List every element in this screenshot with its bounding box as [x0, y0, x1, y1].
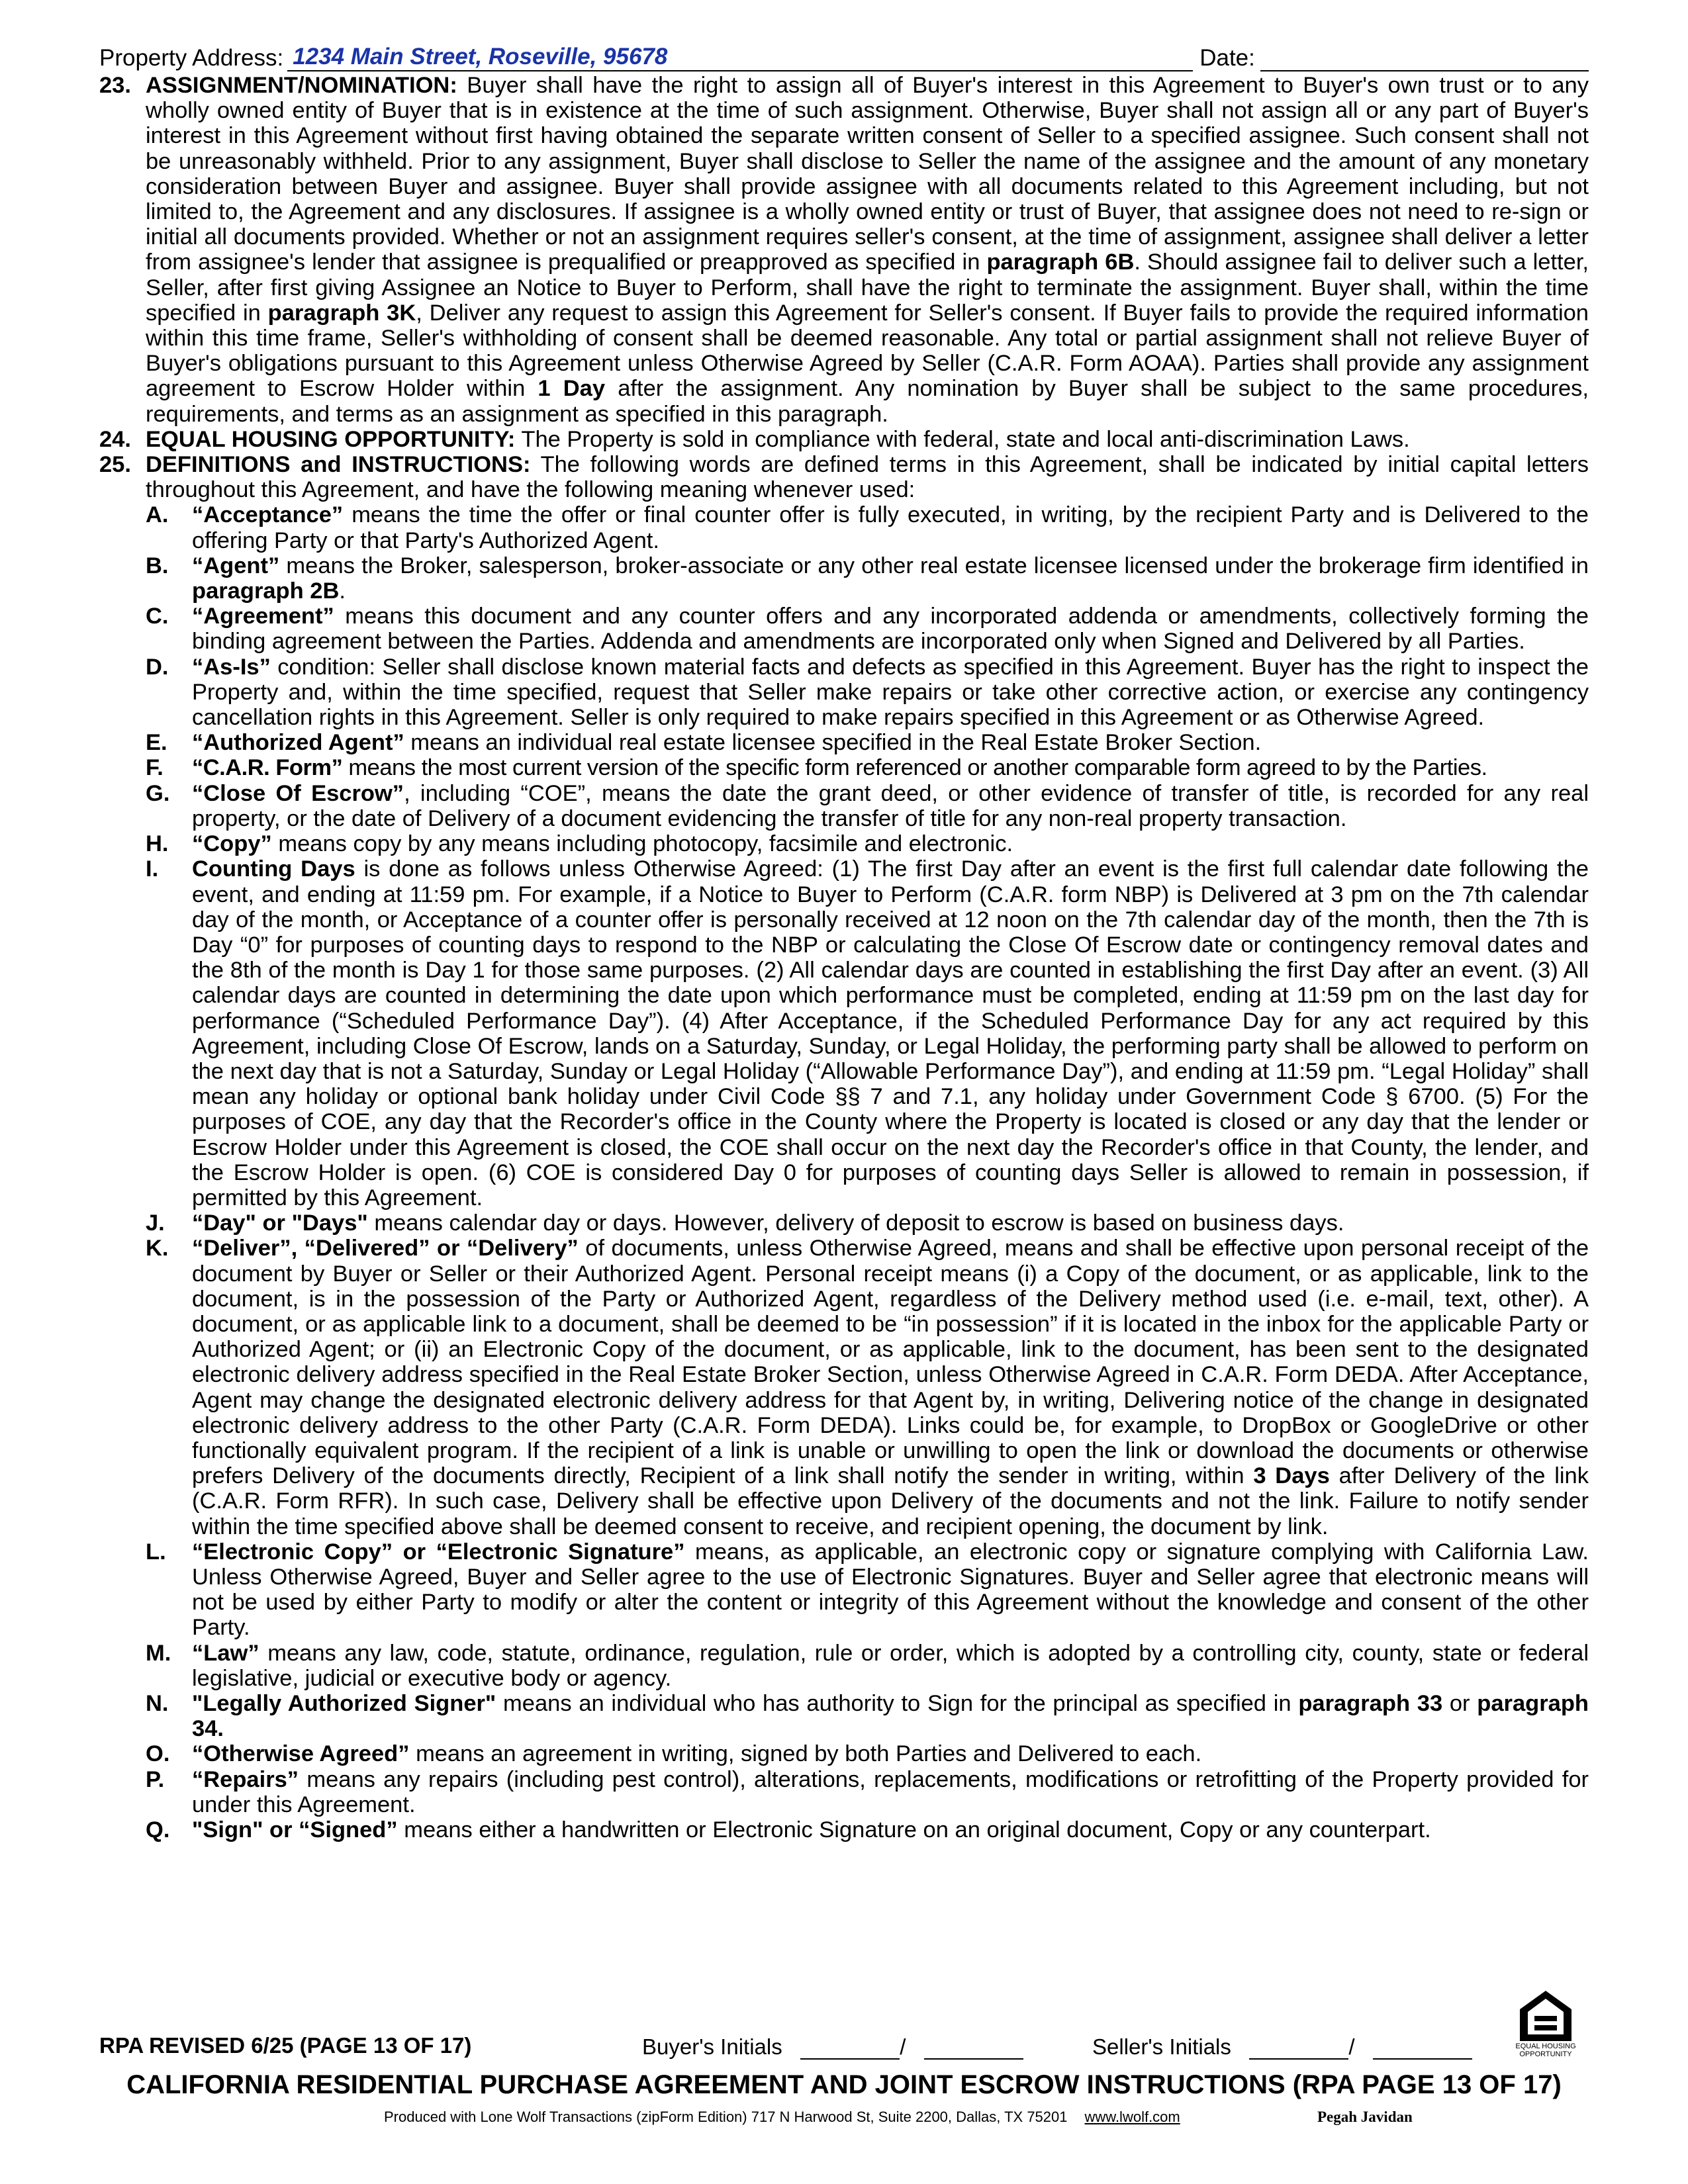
definition-letter: P. [146, 1766, 165, 1792]
agent-brand: Pegah Javidan [1317, 2109, 1413, 2125]
definition-term: “Copy” [192, 831, 272, 857]
definition-text [192, 502, 1589, 553]
definition-acceptance [99, 502, 1589, 553]
definition-body: means either a handwritten or Electronic Signature on an original document, Copy or any counterpart. [397, 1817, 1431, 1843]
definition-electronic-copy [99, 1539, 1589, 1641]
definition-text [192, 1817, 1589, 1843]
definition-letter: Q. [146, 1817, 170, 1843]
definition-deliver [99, 1236, 1589, 1539]
definition-term: “Otherwise Agreed” [192, 1741, 410, 1767]
definition-body: or [1442, 1691, 1477, 1716]
definition-letter: G. [146, 780, 170, 806]
section-text-part: after the assignment. Any nomination by Buyer shall be subject to the same procedures, requirements, and terms as an assignment as specified in this paragraph. [146, 376, 1589, 427]
section-number: 24. [99, 426, 131, 452]
revision-label: RPA REVISED 6/25 (PAGE 13 OF 17) [99, 2033, 472, 2058]
definition-agreement [99, 604, 1589, 654]
initials-separator: / [1348, 2034, 1355, 2059]
definition-body: means an individual who has authority to Sign for the principal as specified in [496, 1691, 1299, 1716]
definition-term: “C.A.R. Form” [192, 755, 343, 781]
section-24-equal-housing [99, 427, 1589, 452]
definition-close-of-escrow [99, 781, 1589, 831]
definition-text [192, 1767, 1589, 1817]
property-address-label: Property Address: [99, 45, 284, 71]
definition-body: means the time the offer or final counter offer is fully executed, in writing, by the recipient Party and is Delivered to the offering Party or that Party's Authorized Agent. [192, 502, 1589, 553]
paragraph-reference: paragraph 33 [1298, 1691, 1443, 1716]
definition-body: means, as applicable, an electronic copy or signature complying with California Law. Unless Otherwise Agreed, Buyer and Seller agree to the use of Electronic Signatures. Buyer and Seller agree that electronic means will not be used by either Party to modify or alter the content or integrity of this Agreement without the knowledge and consent of the other Party. [192, 1539, 1589, 1641]
definition-term: “Agent” [192, 553, 280, 578]
section-23-assignment [99, 73, 1589, 427]
paragraph-reference: paragraph 3K [267, 300, 416, 326]
section-number: 23. [99, 73, 131, 98]
definition-text [192, 1539, 1589, 1641]
definition-otherwise-agreed [99, 1741, 1589, 1766]
footer-initials-row [99, 2028, 1589, 2068]
document-page [99, 41, 1589, 1843]
section-text-part: . Should assignee fail to deliver such a letter, Seller, after first giving Assignee an Notice to Buyer to Perform, shall have the right to terminate the assignment. Buyer shall, within the time specified in [146, 250, 1589, 326]
definition-letter: F. [146, 755, 164, 781]
definition-letter: H. [146, 831, 169, 857]
date-label: Date: [1199, 45, 1255, 71]
definition-letter: I. [146, 856, 159, 882]
definition-term: “Authorized Agent” [192, 730, 404, 756]
definition-text [192, 831, 1589, 856]
definition-term: "Sign" or “Signed” [192, 1817, 398, 1843]
definition-text [192, 1210, 1589, 1236]
section-title: DEFINITIONS and INSTRUCTIONS: [146, 452, 531, 478]
section-text [146, 73, 1589, 427]
definition-letter: O. [146, 1741, 170, 1767]
day-count: 1 Day [538, 376, 606, 402]
definition-term: “Close Of Escrow” [192, 780, 404, 806]
paragraph-reference: paragraph 2B [192, 578, 340, 604]
produced-with-line [384, 2109, 1180, 2126]
definition-text [192, 1236, 1589, 1539]
definition-term: “Deliver”, “Delivered” or “Delivery” [192, 1236, 579, 1261]
definition-letter: K. [146, 1236, 169, 1261]
seller-initials-field-1[interactable] [1249, 2038, 1348, 2060]
definition-letter: N. [146, 1691, 169, 1716]
initials-separator: / [900, 2034, 906, 2059]
definition-letter: D. [146, 654, 169, 680]
buyer-initials-field-2[interactable] [924, 2038, 1023, 2060]
equal-housing-logo [1506, 1989, 1585, 2058]
definition-text [192, 1741, 1589, 1766]
definition-text [192, 730, 1589, 755]
definition-text [192, 755, 1589, 780]
definition-letter: C. [146, 604, 169, 629]
buyer-initials-field-1[interactable] [800, 2038, 900, 2060]
produced-with-text: Produced with Lone Wolf Transactions (zipForm Edition) 717 N Harwood St, Suite 2200, Dallas, TX 75201 [384, 2109, 1068, 2125]
day-count: 3 Days [1253, 1463, 1330, 1489]
definition-body: means the most current version of the specific form referenced or another comparable form agreed to by the Parties. [342, 755, 1487, 781]
seller-initials [1092, 2034, 1472, 2060]
definition-letter: J. [146, 1210, 165, 1236]
definition-term: "Legally Authorized Signer" [192, 1691, 496, 1716]
definition-agent [99, 553, 1589, 604]
property-address-field[interactable]: 1234 Main Street, Roseville, 95678 [287, 44, 1193, 71]
section-text-part: The following words are defined terms in this Agreement, shall be indicated by initial capital letters throughout this Agreement, and have the following meaning whenever used: [146, 452, 1589, 503]
definition-repairs [99, 1767, 1589, 1817]
section-number: 25. [99, 452, 131, 478]
definition-body: after Delivery of the link (C.A.R. Form RFR). In such case, Delivery shall be effective upon Delivery of the documents and not the link. Failure to notify sender within the time specified above shall be deemed consent to receive, and recipient opening, the document by link. [192, 1463, 1589, 1539]
definition-term: “Law” [192, 1640, 259, 1666]
definition-body: , including “COE”, means the date the grant deed, or other evidence of transfer of title, is recorded for any real property, or the date of Delivery of a document evidencing the transfer of title for any non-real property transaction. [192, 780, 1589, 831]
definition-text [192, 553, 1589, 604]
definition-law [99, 1641, 1589, 1691]
equal-housing-text: EQUAL HOUSING OPPORTUNITY [1515, 2042, 1576, 2058]
definition-term: “Electronic Copy” or “Electronic Signature” [192, 1539, 685, 1565]
definition-body: means the Broker, salesperson, broker-associate or any other real estate licensee licensed under the brokerage firm identified in [279, 553, 1589, 578]
property-address-header [99, 41, 1589, 71]
definition-term: “Repairs” [192, 1766, 299, 1792]
definition-body: of documents, unless Otherwise Agreed, means and shall be effective upon personal receipt of the document by Buyer or Seller or their Authorized Agent. Personal receipt means (i) a Copy of the document, or as applicable, link to the document, is in the possession of the Party or Authorized Agent, regardless of the Delivery method used (i.e. e-mail, text, other). A document, or as applicable link to a document, shall be deemed to be “in possession” if it is located in the inbox for the applicable Party or Authorized Agent; or (ii) an Electronic Copy of the document, or as applicable, link to the document, has been sent to the designated electronic delivery address specified in the Real Estate Broker Section, unless Otherwise Agreed in C.A.R. Form DEDA. After Acceptance, Agent may change the designated electronic delivery address for that Agent by, in writing, Delivering notice of the change in designated electronic delivery address to the other Party (C.A.R. Form DEDA). Links could be, for example, to DropBox or GoogleDrive or other functionally equivalent program. If the recipient of a link is unable or unwilling to open the link or download the documents or otherwise prefers Delivery of the documents directly, Recipient of a link shall notify the sender in writing, within [192, 1236, 1589, 1489]
definition-letter: L. [146, 1539, 166, 1565]
definition-body: means an individual real estate licensee specified in the Real Estate Broker Section. [404, 730, 1262, 756]
section-text-part: , Deliver any request to assign this Agreement for Seller's consent. If Buyer fails to provide the required information within this time frame, Seller's withholding of consent shall be deemed reasonable. Any total or partial assignment shall not relieve Buyer of Buyer's obligations pursuant to this Agreement unless Otherwise Agreed by Seller (C.A.R. Form AOAA). Parties shall provide any assignment agreement to Escrow Holder within [146, 300, 1589, 402]
definition-sign [99, 1817, 1589, 1843]
definition-legally-authorized-signer [99, 1691, 1589, 1741]
definition-body: means copy by any means including photocopy, facsimile and electronic. [271, 831, 1013, 857]
buyer-initials [642, 2034, 1023, 2060]
definition-body: means any repairs (including pest control), alterations, replacements, modifications or retrofitting of the Property provided for under this Agreement. [192, 1766, 1589, 1817]
definition-body: means calendar day or days. However, delivery of deposit to escrow is based on business days. [367, 1210, 1344, 1236]
definition-body: is done as follows unless Otherwise Agreed: (1) The first Day after an event is the first full calendar date following the event, and ending at 11:59 pm. For example, if a Notice to Buyer to Perform (C.A.R. form NBP) is Delivered at 3 pm on the 7th calendar day of the month, or Acceptance of a counter offer is personally received at 12 noon on the 7th calendar day of the month, then the 7th is Day “0” for purposes of counting days to respond to the NBP or calculating the Close Of Escrow date or contingency removal dates and the 8th of the month is Day 1 for those same purposes. (2) All calendar days are counted in establishing the first Day after an event. (3) All calendar days are counted in determining the date upon which performance must be completed, ending at 11:59 pm on the last day for performance (“Scheduled Performance Day”). (4) After Acceptance, if the Scheduled Performance Day for any act required by this Agreement, including Close Of Escrow, lands on a Saturday, Sunday, or Legal Holiday, the performing party shall be allowed to perform on the next day that is not a Saturday, Sunday or Legal Holiday (“Allowable Performance Day”), and ending at 11:59 pm. “Legal Holiday” shall mean any holiday or optional bank holiday under Civil Code §§ 7 and 7.1, any holiday under Government Code § 6700. (5) For the purposes of COE, any day that the Recorder's office in the County where the Property is located is closed or any day that the lender or Escrow Holder under this Agreement is closed, the COE shall occur on the next day the Recorder's office in that County, the lender, and the Escrow Holder is open. (6) COE is considered Day 0 for purposes of counting days Seller is allowed to remain in possession, if permitted by this Agreement. [192, 856, 1589, 1210]
section-text-part: Buyer shall have the right to assign all of Buyer's interest in this Agreement to Buyer's own trust or to any wholly owned entity of Buyer that is in existence at the time of such assignment. Otherwise, Buyer shall not assign all or any part of Buyer's interest in this Agreement without first having obtained the separate written consent of Seller to a specified assignee. Such consent shall not be unreasonably withheld. Prior to any assignment, Buyer shall disclose to Seller the name of the assignee and the amount of any monetary consideration between Buyer and assignee. Buyer shall provide assignee with all documents related to this Agreement including, but not limited to, the Agreement and any disclosures. If assignee is a wholly owned entity or trust of Buyer, that assignee does not need to re-sign or initial all documents provided. Whether or not an assignment requires seller's consent, at the time of assignment, assignee shall deliver a letter from assignee's lender that assignee is prequalified or preapproved as specified in [146, 73, 1589, 275]
definition-body: means this document and any counter offers and any incorporated addenda or amendments, collectively forming the binding agreement between the Parties. Addenda and amendments are incorporated only when Signed and Delivered by all Parties. [192, 604, 1589, 655]
definition-body: means an agreement in writing, signed by both Parties and Delivered to each. [409, 1741, 1202, 1767]
seller-initials-label: Seller's Initials [1092, 2034, 1231, 2059]
definition-letter: E. [146, 730, 167, 756]
section-text [146, 452, 1589, 502]
section-25-definitions [99, 452, 1589, 502]
agreement-body [99, 73, 1589, 1843]
definition-car-form [99, 755, 1589, 780]
paragraph-reference: paragraph 6B [986, 250, 1135, 275]
section-text-part: The Property is sold in compliance with federal, state and local anti-discrimination Laws. [515, 426, 1410, 452]
definition-text [192, 655, 1589, 731]
definition-text [192, 1691, 1589, 1741]
definition-day [99, 1210, 1589, 1236]
definition-term: “As-Is” [192, 654, 271, 680]
form-title: CALIFORNIA RESIDENTIAL PURCHASE AGREEMENT AND JOINT ESCROW INSTRUCTIONS (RPA PAGE 13 OF 17) [126, 2070, 1562, 2099]
definition-body: means any law, code, statute, ordinance, regulation, rule or order, which is adopted by a controlling city, county, state or federal legislative, judicial or executive body or agency. [192, 1640, 1589, 1691]
section-title: EQUAL HOUSING OPPORTUNITY: [146, 426, 516, 452]
definition-term: Counting Days [192, 856, 355, 882]
definition-letter: M. [146, 1640, 171, 1666]
paragraph-reference: paragraph 34. [192, 1691, 1589, 1742]
section-title: ASSIGNMENT/NOMINATION: [146, 73, 457, 98]
definition-letter: A. [146, 502, 169, 528]
definition-letter: B. [146, 553, 169, 578]
buyer-initials-label: Buyer's Initials [642, 2034, 782, 2059]
definition-term: “Agreement” [192, 604, 334, 629]
definition-copy [99, 831, 1589, 856]
date-field[interactable] [1260, 44, 1589, 71]
definition-counting-days [99, 856, 1589, 1210]
definition-term: “Acceptance” [192, 502, 344, 528]
definition-term: “Day" or "Days" [192, 1210, 368, 1236]
definition-text [192, 604, 1589, 654]
definition-text [192, 1641, 1589, 1691]
definition-as-is [99, 655, 1589, 731]
section-text [146, 427, 1589, 452]
definition-text [192, 856, 1589, 1210]
equal-housing-icon [1517, 1989, 1574, 2042]
seller-initials-field-2[interactable] [1373, 2038, 1472, 2060]
definition-authorized-agent [99, 730, 1589, 755]
definition-text [192, 781, 1589, 831]
lwolf-link[interactable]: www.lwolf.com [1084, 2109, 1180, 2125]
definition-body: . [339, 578, 346, 604]
definition-body: condition: Seller shall disclose known material facts and defects as specified in this Agreement. Buyer has the right to inspect the Property and, within the time specified, request that Seller make repairs or take other corrective action, or exercise any contingency cancellation rights in this Agreement. Seller is only required to make repairs specified in this Agreement or as Otherwise Agreed. [192, 654, 1589, 731]
